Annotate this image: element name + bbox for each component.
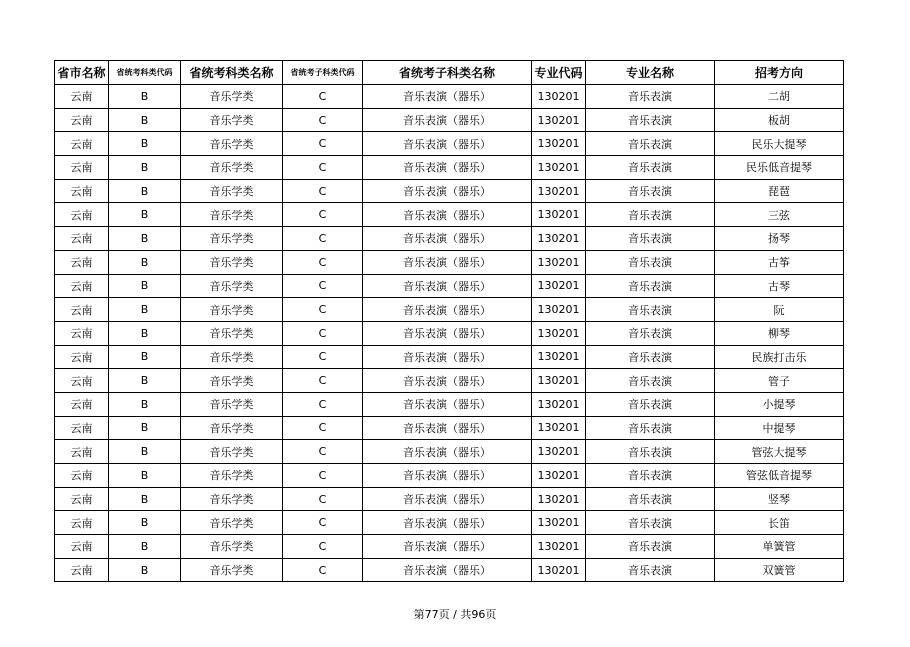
major-code-cell: 130201 [532,464,586,488]
table-row [55,250,844,274]
category-code-cell: B [109,345,181,369]
category-code-cell: B [109,487,181,511]
major-name-cell: 音乐表演 [586,392,715,416]
category-name-cell: 音乐学类 [181,558,283,582]
subcategory-name-cell: 音乐表演（器乐） [363,156,532,180]
table-row [55,179,844,203]
subcategory-name-cell: 音乐表演（器乐） [363,203,532,227]
category-name-cell: 音乐学类 [181,369,283,393]
category-name-cell: 音乐学类 [181,487,283,511]
major-name-cell: 音乐表演 [586,416,715,440]
major-name-cell: 音乐表演 [586,535,715,559]
direction-cell: 琵琶 [715,179,844,203]
category-name-cell: 音乐学类 [181,321,283,345]
major-name-cell: 音乐表演 [586,274,715,298]
major-code-cell: 130201 [532,227,586,251]
province-cell: 云南 [55,416,109,440]
category-code-cell: B [109,321,181,345]
table-row [55,321,844,345]
subcategory-code-cell: C [283,298,363,322]
major-code-cell: 130201 [532,535,586,559]
major-code-cell: 130201 [532,487,586,511]
category-code-cell: B [109,369,181,393]
subcategory-name-cell: 音乐表演（器乐） [363,345,532,369]
major-name-cell: 音乐表演 [586,558,715,582]
major-name-cell: 音乐表演 [586,85,715,109]
province-cell: 云南 [55,108,109,132]
table-row [55,535,844,559]
category-code-cell: B [109,274,181,298]
direction-cell: 长笛 [715,511,844,535]
subcategory-code-cell: C [283,464,363,488]
province-cell: 云南 [55,345,109,369]
subcategory-name-cell: 音乐表演（器乐） [363,535,532,559]
province-cell: 云南 [55,203,109,227]
category-code-cell: B [109,440,181,464]
header-category-name: 省统考科类名称 [181,61,283,85]
category-name-cell: 音乐学类 [181,511,283,535]
subcategory-name-cell: 音乐表演（器乐） [363,108,532,132]
category-name-cell: 音乐学类 [181,416,283,440]
table-row [55,156,844,180]
table-row [55,440,844,464]
table-row [55,227,844,251]
table-row [55,274,844,298]
table-row [55,392,844,416]
subcategory-name-cell: 音乐表演（器乐） [363,85,532,109]
major-name-cell: 音乐表演 [586,464,715,488]
major-name-cell: 音乐表演 [586,369,715,393]
province-cell: 云南 [55,369,109,393]
major-code-cell: 130201 [532,108,586,132]
major-code-cell: 130201 [532,321,586,345]
page-number: 第77页 / 共96页 [413,608,497,621]
major-code-cell: 130201 [532,345,586,369]
major-name-cell: 音乐表演 [586,298,715,322]
province-cell: 云南 [55,227,109,251]
category-code-cell: B [109,464,181,488]
major-name-cell: 音乐表演 [586,156,715,180]
major-code-cell: 130201 [532,156,586,180]
header-subcategory-name: 省统考子科类名称 [363,61,532,85]
province-cell: 云南 [55,298,109,322]
data-table [54,60,844,582]
direction-cell: 中提琴 [715,416,844,440]
table-row [55,203,844,227]
major-name-cell: 音乐表演 [586,179,715,203]
header-subcategory-code: 省统考子科类代码 [283,61,363,85]
category-code-cell: B [109,298,181,322]
header-row [55,61,844,85]
subcategory-code-cell: C [283,321,363,345]
subcategory-code-cell: C [283,156,363,180]
subcategory-name-cell: 音乐表演（器乐） [363,416,532,440]
major-name-cell: 音乐表演 [586,440,715,464]
province-cell: 云南 [55,440,109,464]
direction-cell: 竖琴 [715,487,844,511]
category-code-cell: B [109,250,181,274]
province-cell: 云南 [55,487,109,511]
category-name-cell: 音乐学类 [181,345,283,369]
subcategory-name-cell: 音乐表演（器乐） [363,250,532,274]
subcategory-name-cell: 音乐表演（器乐） [363,132,532,156]
major-name-cell: 音乐表演 [586,108,715,132]
category-name-cell: 音乐学类 [181,203,283,227]
direction-cell: 民乐低音提琴 [715,156,844,180]
province-cell: 云南 [55,321,109,345]
category-name-cell: 音乐学类 [181,250,283,274]
header-direction: 招考方向 [715,61,844,85]
table-row [55,298,844,322]
subcategory-name-cell: 音乐表演（器乐） [363,392,532,416]
major-name-cell: 音乐表演 [586,345,715,369]
province-cell: 云南 [55,392,109,416]
category-code-cell: B [109,85,181,109]
table-row [55,511,844,535]
major-name-cell: 音乐表演 [586,250,715,274]
category-code-cell: B [109,203,181,227]
major-name-cell: 音乐表演 [586,203,715,227]
category-name-cell: 音乐学类 [181,392,283,416]
province-cell: 云南 [55,511,109,535]
major-name-cell: 音乐表演 [586,227,715,251]
category-name-cell: 音乐学类 [181,179,283,203]
major-code-cell: 130201 [532,511,586,535]
category-code-cell: B [109,156,181,180]
category-code-cell: B [109,535,181,559]
table-row [55,464,844,488]
subcategory-name-cell: 音乐表演（器乐） [363,179,532,203]
category-name-cell: 音乐学类 [181,440,283,464]
direction-cell: 管子 [715,369,844,393]
table-row [55,132,844,156]
subcategory-name-cell: 音乐表演（器乐） [363,440,532,464]
category-code-cell: B [109,108,181,132]
table-row [55,487,844,511]
subcategory-code-cell: C [283,85,363,109]
subcategory-code-cell: C [283,274,363,298]
category-name-cell: 音乐学类 [181,108,283,132]
direction-cell: 民族打击乐 [715,345,844,369]
subcategory-code-cell: C [283,440,363,464]
major-code-cell: 130201 [532,416,586,440]
major-code-cell: 130201 [532,132,586,156]
subcategory-name-cell: 音乐表演（器乐） [363,274,532,298]
major-code-cell: 130201 [532,179,586,203]
direction-cell: 三弦 [715,203,844,227]
subcategory-code-cell: C [283,558,363,582]
category-code-cell: B [109,558,181,582]
subcategory-code-cell: C [283,250,363,274]
major-name-cell: 音乐表演 [586,132,715,156]
category-code-cell: B [109,511,181,535]
major-code-cell: 130201 [532,203,586,227]
subcategory-code-cell: C [283,487,363,511]
subcategory-code-cell: C [283,108,363,132]
direction-cell: 管弦低音提琴 [715,464,844,488]
direction-cell: 二胡 [715,85,844,109]
direction-cell: 柳琴 [715,321,844,345]
direction-cell: 古琴 [715,274,844,298]
direction-cell: 古筝 [715,250,844,274]
subcategory-name-cell: 音乐表演（器乐） [363,321,532,345]
document-sheet [54,60,843,582]
province-cell: 云南 [55,85,109,109]
category-name-cell: 音乐学类 [181,227,283,251]
province-cell: 云南 [55,558,109,582]
province-cell: 云南 [55,132,109,156]
major-code-cell: 130201 [532,558,586,582]
category-name-cell: 音乐学类 [181,132,283,156]
subcategory-code-cell: C [283,132,363,156]
major-code-cell: 130201 [532,250,586,274]
direction-cell: 阮 [715,298,844,322]
major-name-cell: 音乐表演 [586,511,715,535]
province-cell: 云南 [55,464,109,488]
direction-cell: 双簧管 [715,558,844,582]
table-row [55,345,844,369]
province-cell: 云南 [55,274,109,298]
subcategory-code-cell: C [283,345,363,369]
category-name-cell: 音乐学类 [181,156,283,180]
subcategory-name-cell: 音乐表演（器乐） [363,511,532,535]
major-name-cell: 音乐表演 [586,487,715,511]
table-row [55,416,844,440]
header-category-code: 省统考科类代码 [109,61,181,85]
direction-cell: 单簧管 [715,535,844,559]
major-code-cell: 130201 [532,369,586,393]
table-row [55,85,844,109]
category-code-cell: B [109,132,181,156]
table-body [55,85,844,582]
province-cell: 云南 [55,535,109,559]
subcategory-code-cell: C [283,203,363,227]
category-name-cell: 音乐学类 [181,535,283,559]
subcategory-code-cell: C [283,416,363,440]
table-row [55,108,844,132]
major-code-cell: 130201 [532,298,586,322]
subcategory-code-cell: C [283,179,363,203]
province-cell: 云南 [55,156,109,180]
subcategory-name-cell: 音乐表演（器乐） [363,487,532,511]
subcategory-code-cell: C [283,369,363,393]
subcategory-code-cell: C [283,227,363,251]
subcategory-name-cell: 音乐表演（器乐） [363,298,532,322]
category-code-cell: B [109,416,181,440]
category-name-cell: 音乐学类 [181,298,283,322]
province-cell: 云南 [55,250,109,274]
category-name-cell: 音乐学类 [181,274,283,298]
header-major-code: 专业代码 [532,61,586,85]
category-code-cell: B [109,179,181,203]
major-code-cell: 130201 [532,392,586,416]
subcategory-code-cell: C [283,535,363,559]
category-code-cell: B [109,392,181,416]
direction-cell: 民乐大提琴 [715,132,844,156]
direction-cell: 管弦大提琴 [715,440,844,464]
subcategory-name-cell: 音乐表演（器乐） [363,369,532,393]
direction-cell: 扬琴 [715,227,844,251]
subcategory-code-cell: C [283,511,363,535]
category-name-cell: 音乐学类 [181,85,283,109]
header-major-name: 专业名称 [586,61,715,85]
direction-cell: 小提琴 [715,392,844,416]
subcategory-name-cell: 音乐表演（器乐） [363,227,532,251]
major-code-cell: 130201 [532,274,586,298]
table-row [55,558,844,582]
subcategory-code-cell: C [283,392,363,416]
province-cell: 云南 [55,179,109,203]
major-name-cell: 音乐表演 [586,321,715,345]
major-code-cell: 130201 [532,440,586,464]
direction-cell: 板胡 [715,108,844,132]
header-province: 省市名称 [55,61,109,85]
category-name-cell: 音乐学类 [181,464,283,488]
major-code-cell: 130201 [532,85,586,109]
table-row [55,369,844,393]
category-code-cell: B [109,227,181,251]
subcategory-name-cell: 音乐表演（器乐） [363,558,532,582]
subcategory-name-cell: 音乐表演（器乐） [363,464,532,488]
